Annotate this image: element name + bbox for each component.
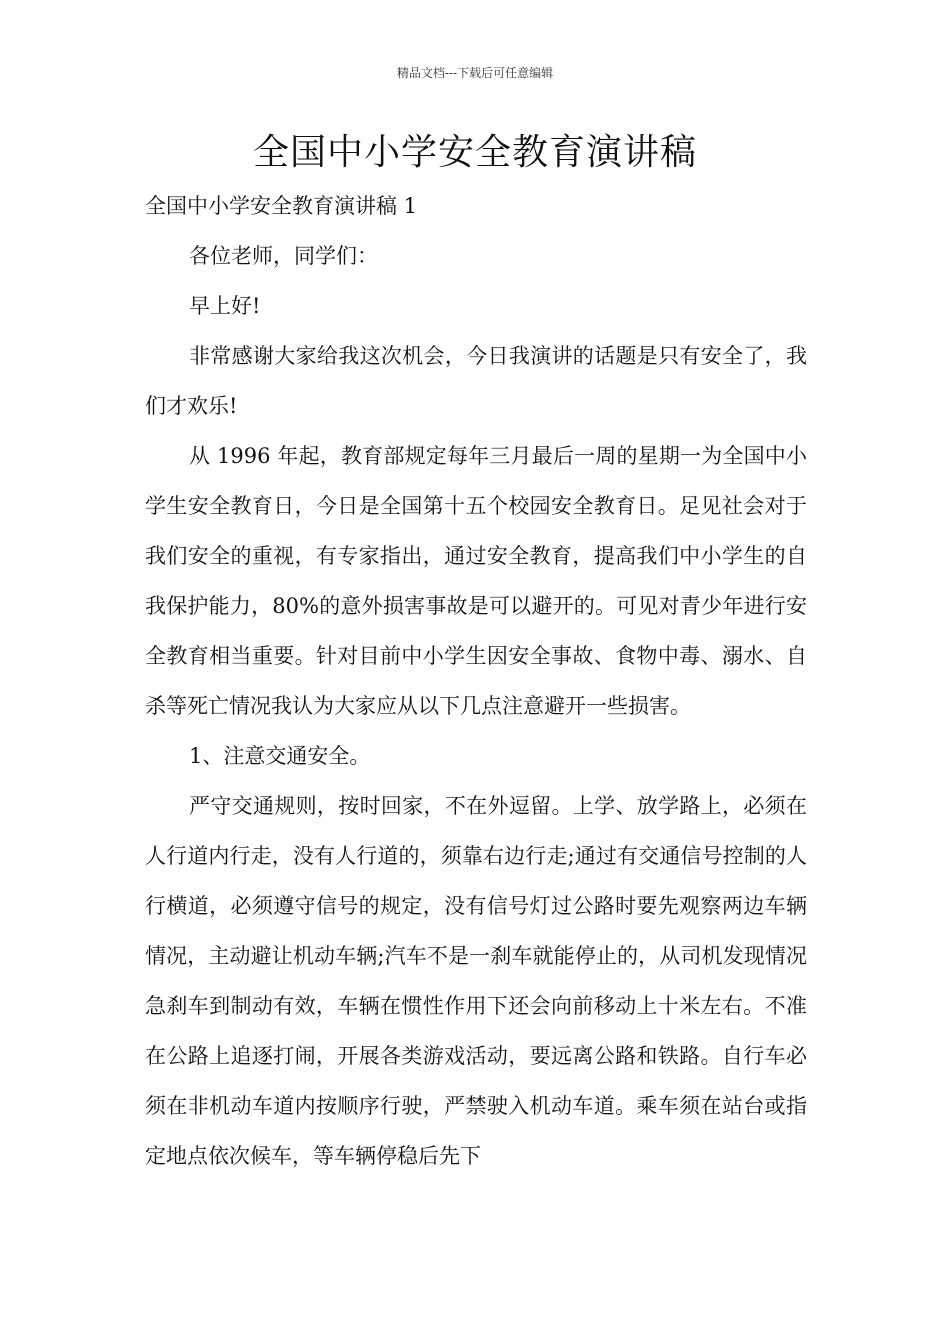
paragraph-good-morning: 早上好! [189,294,261,318]
paragraph-point-1-heading: 1、注意交通安全。 [189,744,371,768]
paragraph-traffic-safety: 严守交通规则，按时回家，不在外逗留。上学、放学路上，必须在人行道内行走，没有人行道的，须靠右边行走;通过有交通信号控制的人行横道，必须遵守信号的规定，没有信号灯过公路时要先观察两边车辆情况，主动避让机动车辆;汽车不是一刹车就能停止的，从司机发现情况急刹车到制动有效，车辆在惯性作用下还会向前移动上十米左右。不准在公路上追逐打闹，开展各类游戏活动，要远离公路和铁路。自行车必须在非机动车道内按顺序行驶，严禁驶入机动车道。乘车须在站台或指定地点依次候车，等车辆停稳后先下 [145,794,807,1168]
header-note: 精品文档---下载后可任意编辑 [396,66,554,80]
paragraph-background: 从 1996 年起，教育部规定每年三月最后一周的星期一为全国中小学生安全教育日，今日是全国第十五个校园安全教育日。足见社会对于我们安全的重视，有专家指出，通过安全教育，提高我们中小学生的自我保护能力，80%的意外损害事故是可以避开的。可见对青少年进行安全教育相当重要。针对目前中小学生因安全事故、食物中毒、溺水、自杀等死亡情况我认为大家应从以下几点注意避开一些损害。 [145,444,807,718]
paragraph-greeting: 各位老师，同学们： [189,244,378,268]
paragraph-thanks: 非常感谢大家给我这次机会，今日我演讲的话题是只有安全了，我们才欢乐! [145,344,807,418]
document-body [145,181,807,1181]
section-heading: 全国中小学安全教育演讲稿 1 [145,194,418,218]
document-title: 全国中小学安全教育演讲稿 [252,132,697,173]
